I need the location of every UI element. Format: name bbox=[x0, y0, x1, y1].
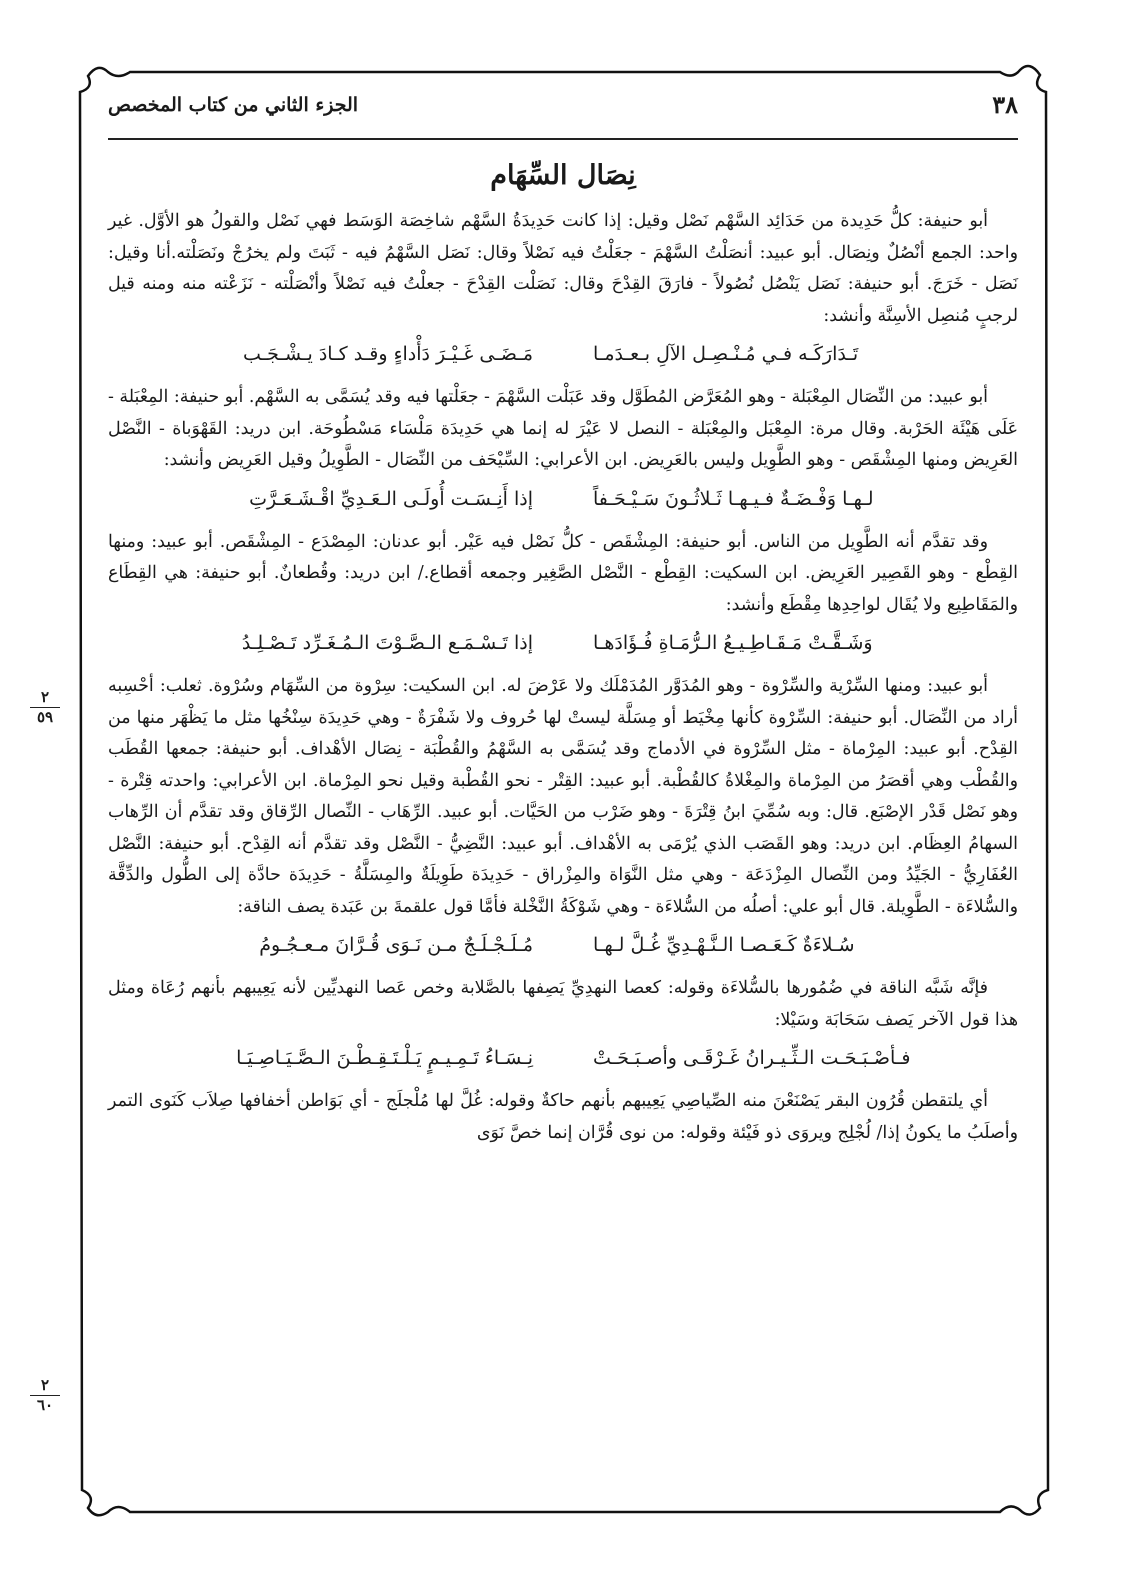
verse-hemistich-left: إذا أَنِـسَـت أُولَـى الـعَـدِيِّ اقْـشَـعَـرَّتِ bbox=[249, 487, 533, 510]
paragraph: أبو عبيد: ومنها السِّرْية والسِّرْوة - وهو المُدَوَّر المُدَمْلَك ولا عَرْضَ له. ابن السكيت: سِرْوة من السِّهَام وسُرْوة. ثعلب: أحْسِبه أراد من النِّصَال. أبو حنيفة: السِّرْوة كأنها مِخْيَط أو مِسَلَّة ليستْ لها حُروف ولا شَفْرَةٌ - وهي حَدِيدَة سِنْخُها مثل ما يَظْهَر منها من القِدْح. أبو عبيد: المِرْماة - مثل السِّرْوة في الأدماج وقد يُسَمَّى به السَّهْمُ والقُطْبَة - نِصَال الأهْداف. أبو حنيفة: جمعها القُطَب والقُطْب وهي أقصَرُ من المِرْماة والمِغْلاةُ كالقُطْبة. أبو عبيد: القِتْر - نحو القُطْبة وقيل نحو المِرْماة. ابن الأعرابي: واحدته قِتْرة - وهو نَصْل قَدْر الإصْبَع. قال: وبه سُمِّيَ ابنُ قِتْرَةَ - وهو ضَرْب من الحَيَّات. أبو عبيد. الرِّهَاب - النِّصال الرِّقاق وقد تقدَّم أن الرِّهاب السهامُ العِظَام. ابن دريد: وهو القَصَب الذي يُرْمَى به الأهْداف. أبو عبيد: النَّضِيُّ - النَّصْل وقد تقدَّم أنه القِدْح. أبو حنيفة: النَّصْل العُفَارِيُّ - الجَيِّدُ ومن النِّصال المِزْدَعَة - وهي مثل النَّوَاة والمِزْراق - حَدِيدَة طَوِيلَةٌ والمِسَلَّةُ - حَدِيدَة حادَّة إلى الطُّول والدِّقَّة والسُّلاءَة - الطَّوِيلة. قال أبو علي: أصلُه من السُّلاءَة - وهي شَوْكَةُ النَّخْلة فأمَّا قول علقمةَ بن عَبَدة يصف الناقة: bbox=[108, 676, 1018, 917]
paragraph: فإنَّه شَبَّه الناقة في ضُمُورها بالسُّلاءَة وقوله: كعصا النهدِيِّ يَصِفها بالصَّلابة وخص عَصا النهديِّين لأنه يَعِيبهم بأنهم رُعَاة ومثل هذا قول الآخر يَصف سَحَابَة وسَيْلا: bbox=[108, 978, 1018, 1030]
section-title: نِصَال السِّهَام bbox=[490, 160, 636, 191]
paragraph: أي يلتقطن قُرُون البقر يَصْنَعْنَ منه الصِّياصِي يَعِيبهم بأنهم حاكةٌ وقوله: غُلَّ لها مُلْجلَج - أي بَوَاطن أخفافها صِلاَب كَنَوى التمر وأصلَبُ ما يكونُ إذا/ لُجْلِج ويروَى ذو فَيْئة وقوله: من نوى قُرَّان إنما خصَّ نَوَى bbox=[108, 1091, 1018, 1143]
margin-folio-note bbox=[30, 690, 60, 725]
verse-hemistich-left: نِـسَـاءُ تَـمِـيـمٍ يَـلْـتَـقِـطْـنَ الـصَّـيَـاصِـيَـا bbox=[236, 1047, 533, 1069]
paragraph: أبو عبيد: من النِّصَال المِعْبَلة - وهو المُعَرَّض المُطَوَّل وقد عَبَلْت السَّهْمَ - جعَلْتها فيه وقد يُسَمَّى به السَّهْم. أبو حنيفة: المِعْبَلة - عَلَى هَيْئَة الحَرْبة. وقال مرة: المِعْبَل والمِعْبَلة - النصل لا عَيْرَ له إنما هي حَدِيدَة مَلْسَاء مَسْطُوحَة. ابن دريد: القَهْوَباة - النَّصْل العَرِيض ومنها المِشْقَص - وهو الطَّوِيل وليس بالعَرِيض. ابن الأعرابي: السِّيْحَف من النِّصَال - الطَّوِيلُ وقيل العَرِيض وأنشد: bbox=[108, 387, 1018, 470]
paragraph: وقد تقدَّم أنه الطَّوِيل من الناس. أبو حنيفة: المِشْقَص - كلُّ نَصْل فيه عَيْر. أبو عدنان: المِصْدَع - المِشْقَص. أبو عبيد: ومنها القِطْع - وهو القَصِير العَرِيض. ابن السكيت: القِطْع - النَّصْل الصَّغِير وجمعه أقطاع./ ابن دريد: وقُطعانٌ. أبو حنيفة: هي القِطَاع والمَقَاطِيع ولا يُقَال لواحِدِها مِقْطَع وأنشد: bbox=[108, 531, 1018, 615]
page-header bbox=[108, 88, 1018, 132]
verse-hemistich-left: مَـضَـى غَـيْـرَ دَأْداءٍ وقـد كـادَ يـشْـجَـب bbox=[242, 343, 533, 365]
verse-hemistich-right: تَـدَارَكَـه فـي مُـنْـصِـل الآلِ بـعـدَمـا bbox=[593, 343, 859, 365]
margin-note-bottom: ٦٠ bbox=[36, 1396, 54, 1414]
margin-note-bottom: ٥٩ bbox=[36, 708, 54, 726]
verse bbox=[108, 338, 1018, 370]
verse-hemistich-left: إذا تَـسْـمَـع الـصَّـوْتَ الـمُـغَـرِّد تَـصْـلِـدُ bbox=[241, 632, 533, 654]
paragraph: أبو حنيفة: كلُّ حَدِيدة من حَدَائِد السَّهْم نَصْل وقيل: إذا كانت حَدِيدَةُ السَّهْم شاخِصَة الوَسَط فهي نَصْل والقولُ هو الأوَّل. غير واحد: الجمع أنْصُلٌ ونِصَال. أبو عبيد: أنصَلْتُ السَّهْمَ - جعَلْتُ فيه نَصْلاً وقال: نَصَل السَّهْمُ فيه - ثَبَتَ ولم يخرُجْ ونَصَلْته.أنا وقيل: نَصَل - خَرَجَ. أبو حنيفة: نَصَل يَنْصُل نُصُولاً - فارَقَ القِدْحَ وقال: نَصَلْت القِدْحَ - جعلْتُ فيه نَصْلاً وأنْصَلْته - نَزَعْته منه ومنه قيل لرجبٍ مُنصِل الأسِنَّة وأنشد: bbox=[108, 211, 1018, 326]
page-number: ٣٨ bbox=[992, 90, 1018, 119]
verse-hemistich-right: سُـلاءَةٌ كَـعَـصـا الـنَّـهْـدِيِّ غُـلَّ لـهـا bbox=[593, 934, 855, 956]
verse bbox=[108, 929, 1018, 961]
page-content bbox=[36, 88, 1018, 1488]
verse-hemistich-right: فـأصْـبَـحَـت الـثِّـيـرانُ غَـرْقَـى وأصـبَـحَـتْ bbox=[593, 1047, 911, 1069]
verse-hemistich-right: وَشَـقَّـتْ مَـقَـاطِـيـعُ الـرُّمَـاةِ فُـؤَادَهـا bbox=[593, 632, 873, 654]
verse-hemistich-right: لـهـا وَفْـضَـةٌ فـيـهـا ثَـلاثُـونَ سَـيْـحَـفاً bbox=[593, 487, 874, 510]
running-title: الجزء الثاني من كتاب المخصص bbox=[108, 94, 359, 116]
verse bbox=[108, 1042, 1018, 1074]
margin-note-top: ٢ bbox=[40, 688, 50, 706]
verse bbox=[108, 483, 1018, 515]
header-rule bbox=[108, 138, 1018, 140]
body-text bbox=[108, 206, 1018, 1149]
margin-note-top: ٢ bbox=[40, 1376, 50, 1394]
verse-hemistich-left: مُـلَـجْـلَـجٌ مـن نَـوَى قُـرَّانَ مـعـجُـومُ bbox=[259, 934, 533, 956]
verse bbox=[108, 627, 1018, 659]
margin-folio-note bbox=[30, 1378, 60, 1413]
